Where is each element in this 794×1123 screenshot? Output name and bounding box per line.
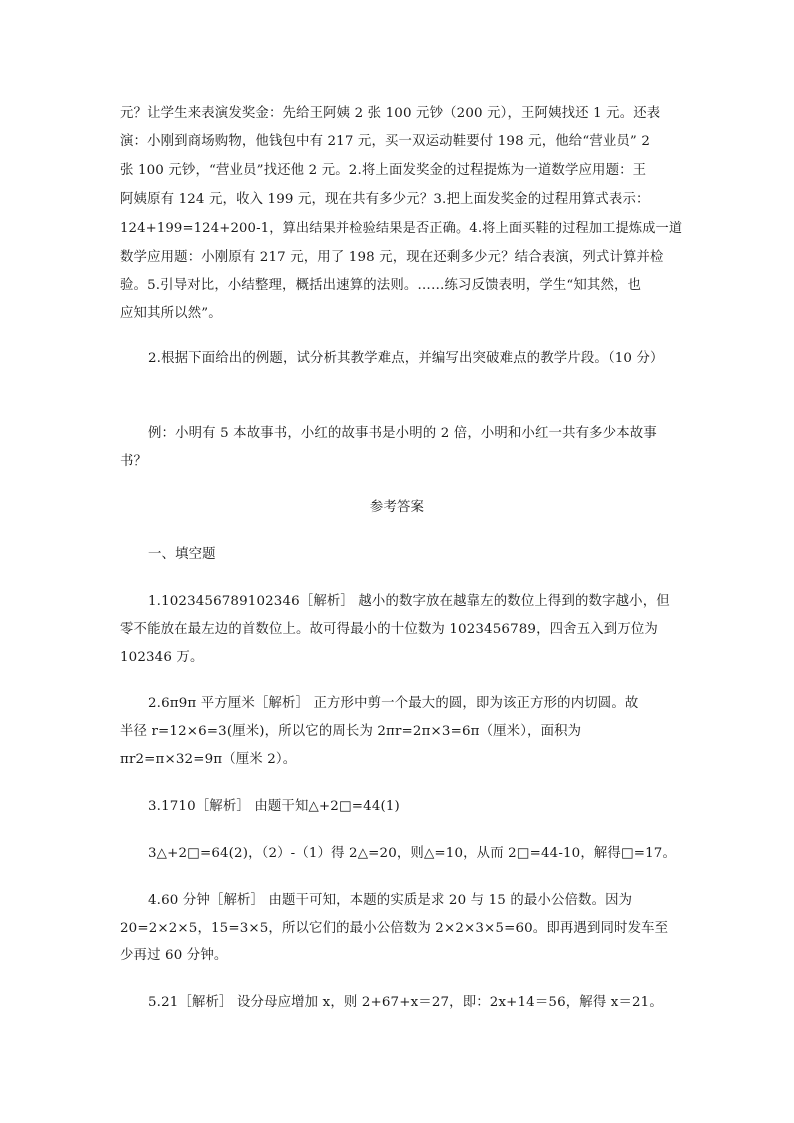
answer-title: 参考答案	[369, 500, 425, 515]
text-line: 阿姨原有 124 元，收入 199 元，现在共有多少元？3.把上面发奖金的过程用算式表示：	[120, 192, 650, 207]
answer-3-line: 3△+2□=64(2)，（2）-（1）得 2△=20，则△=10，从而 2□=44-10，解得□=17。	[148, 846, 677, 861]
answer-5-line: 5.21［解析］ 设分母应增加 x，则 2+67+x＝27，即：2x+14＝56，解得 x＝21。	[148, 995, 663, 1010]
text-line: 应知其所以然”。	[120, 306, 222, 321]
text-line: 124+199=124+200-1，算出结果并检验结果是否正确。4.将上面买鞋的过程加工提炼成一道	[120, 221, 683, 236]
answer-4-line: 4.60 分钟［解析］ 由题干可知，本题的实质是求 20 与 15 的最小公倍数。因为	[148, 893, 633, 908]
answer-4-line: 20=2×2×5，15=3×5，所以它们的最小公倍数为 2×2×3×5=60。即再遇到同时发车至	[120, 921, 669, 936]
answer-2-line: 半径 r=12×6=3(厘米)，所以它的周长为 2πr=2π×3=6π（厘米），面积为	[120, 724, 582, 739]
answer-3-line: 3.1710［解析］ 由题干知△+2□=44(1)	[148, 799, 400, 814]
example-line: 书？	[120, 454, 148, 469]
answer-2-line: 2.6π9π 平方厘米［解析］ 正方形中剪一个最大的圆，即为该正方形的内切圆。故	[148, 696, 639, 711]
answer-1-line: 零不能放在最左边的首数位上。故可得最小的十位数为 1023456789，四舍五入到万位为	[120, 622, 658, 637]
question-2: 2.根据下面给出的例题，试分析其教学难点，并编写出突破难点的教学片段。（10 分）	[148, 351, 664, 366]
answer-2-line: πr2=π×32=9π（厘米 2）。	[120, 752, 297, 767]
answer-1-line: 102346 万。	[120, 650, 204, 665]
text-line: 验。5.引导对比，小结整理，概括出速算的法则。……练习反馈表明，学生“知其然，也	[120, 278, 642, 293]
text-line: 演：小刚到商场购物，他钱包中有 217 元，买一双运动鞋要付 198 元，他给“营业员” 2	[120, 134, 651, 149]
section-heading: 一、填空题	[148, 547, 216, 562]
text-line: 张 100 元钞，“营业员”找还他 2 元。2.将上面发奖金的过程提炼为一道数学应用题：王	[120, 163, 647, 178]
answer-1-line: 1.1023456789102346［解析］ 越小的数字放在越靠左的数位上得到的数字越小，但	[148, 594, 670, 609]
answer-4-line: 少再过 60 分钟。	[120, 948, 228, 963]
text-line: 数学应用题：小刚原有 217 元，用了 198 元，现在还剩多少元？结合表演，列式计算并检	[120, 250, 664, 265]
example-line: 例：小明有 5 本故事书，小红的故事书是小明的 2 倍，小明和小红一共有多少本故事	[148, 426, 657, 441]
text-line: 元？让学生来表演发奖金：先给王阿姨 2 张 100 元钞（200 元），王阿姨找还 1 元。还表	[120, 106, 661, 121]
